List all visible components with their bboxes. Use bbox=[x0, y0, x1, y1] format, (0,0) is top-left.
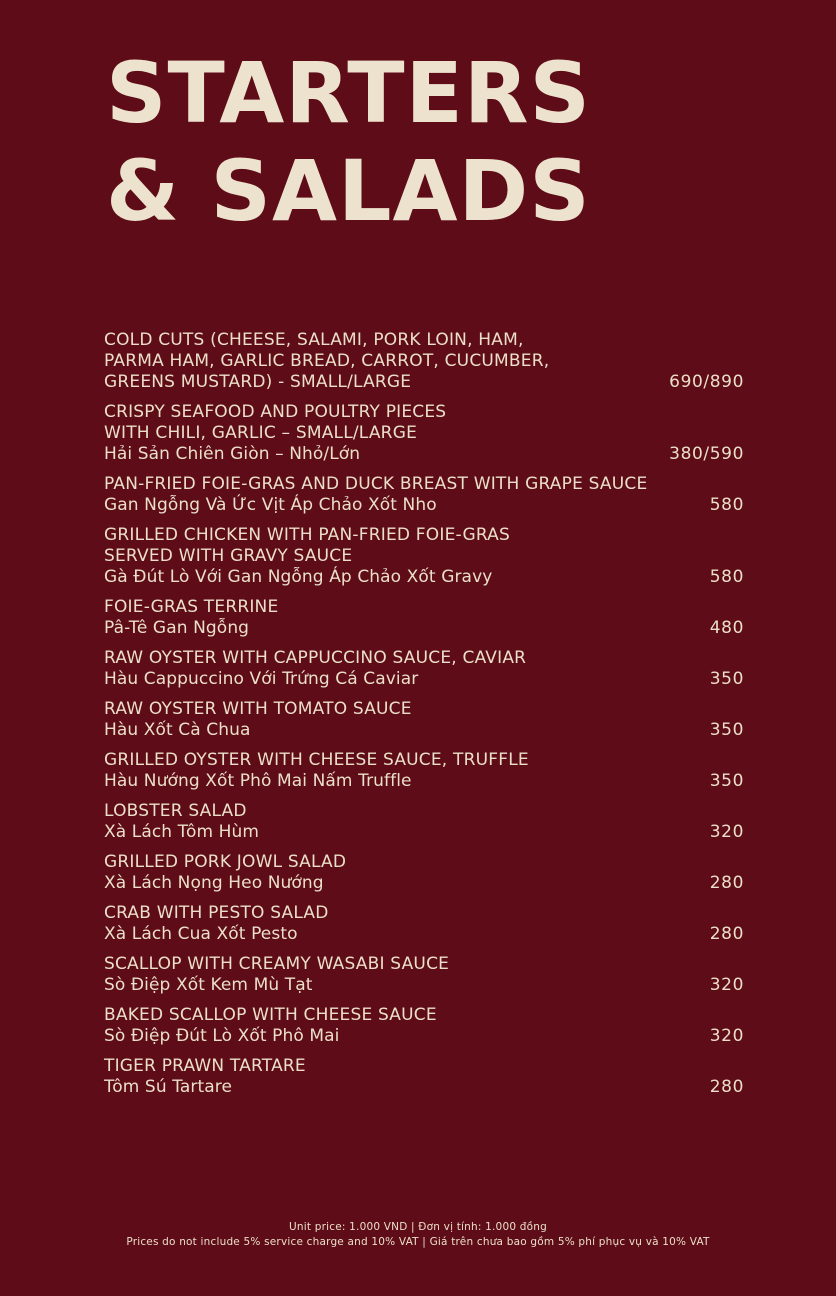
menu-item-subtitle: Sò Điệp Xốt Kem Mù Tạt bbox=[104, 975, 313, 995]
menu-item-text bbox=[104, 474, 700, 516]
menu-item bbox=[104, 1005, 744, 1047]
menu-item-name-line: RAW OYSTER WITH CAPPUCCINO SAUCE, CAVIAR bbox=[104, 648, 527, 668]
menu-item bbox=[104, 699, 744, 741]
menu-item-subtitle: Xà Lách Tôm Hùm bbox=[104, 822, 260, 842]
menu-item-subtitle: Hàu Xốt Cà Chua bbox=[104, 720, 251, 740]
menu-item-price: 320 bbox=[709, 1026, 744, 1046]
menu-item bbox=[104, 801, 744, 843]
menu-list bbox=[104, 330, 744, 1107]
menu-item-name-line: FOIE-GRAS TERRINE bbox=[104, 597, 279, 617]
menu-item bbox=[104, 852, 744, 894]
footer bbox=[0, 1220, 836, 1249]
footer-vat-line: Prices do not include 5% service charge and 10% VAT | Giá trên chưa bao gồm 5% phí phục vụ và 10% VAT bbox=[126, 1235, 710, 1248]
menu-item-name-line: COLD CUTS (CHEESE, SALAMI, PORK LOIN, HAM, bbox=[104, 330, 524, 350]
title-line-2: & SALADS bbox=[106, 142, 591, 240]
menu-item-subtitle: Hàu Cappuccino Với Trứng Cá Caviar bbox=[104, 669, 419, 689]
menu-item-text bbox=[104, 954, 700, 996]
menu-item-text bbox=[104, 1056, 700, 1098]
menu-item-name-line: CRISPY SEAFOOD AND POULTRY PIECES bbox=[104, 402, 447, 422]
menu-item-name-line: LOBSTER SALAD bbox=[104, 801, 247, 821]
menu-item-price: 280 bbox=[709, 873, 744, 893]
menu-item-name-line: SERVED WITH GRAVY SAUCE bbox=[104, 546, 353, 566]
menu-item-price: 280 bbox=[709, 924, 744, 944]
menu-item-text bbox=[104, 852, 700, 894]
menu-item bbox=[104, 648, 744, 690]
menu-item-price: 320 bbox=[709, 975, 744, 995]
menu-item-subtitle: Tôm Sú Tartare bbox=[104, 1077, 233, 1097]
menu-item-text bbox=[104, 801, 700, 843]
menu-item-text bbox=[104, 525, 700, 588]
menu-item-name-line: PAN-FRIED FOIE-GRAS AND DUCK BREAST WITH GRAPE SAUCE bbox=[104, 474, 648, 494]
title-line-1: STARTERS bbox=[106, 44, 592, 142]
menu-item-text bbox=[104, 402, 659, 465]
menu-item-name-line: TIGER PRAWN TARTARE bbox=[104, 1056, 306, 1076]
menu-item-price: 350 bbox=[709, 669, 744, 689]
menu-item bbox=[104, 402, 744, 465]
menu-item-text bbox=[104, 330, 659, 393]
menu-item-text bbox=[104, 597, 700, 639]
menu-item-subtitle: Gan Ngỗng Và Ức Vịt Áp Chảo Xốt Nho bbox=[104, 495, 437, 515]
menu-item-subtitle: Pâ-Tê Gan Ngỗng bbox=[104, 618, 250, 638]
menu-item-name-line: PARMA HAM, GARLIC BREAD, CARROT, CUCUMBER, bbox=[104, 351, 550, 371]
menu-item bbox=[104, 474, 744, 516]
menu-item-price: 690/890 bbox=[669, 372, 744, 392]
menu-item bbox=[104, 597, 744, 639]
menu-item-price: 280 bbox=[709, 1077, 744, 1097]
menu-item-name-line: GRILLED CHICKEN WITH PAN-FRIED FOIE-GRAS bbox=[104, 525, 510, 545]
menu-item-price: 350 bbox=[709, 771, 744, 791]
menu-item-subtitle: Hải Sản Chiên Giòn – Nhỏ/Lớn bbox=[104, 444, 361, 464]
menu-item-text bbox=[104, 1005, 700, 1047]
menu-item-text bbox=[104, 750, 700, 792]
menu-item-subtitle: Hàu Nướng Xốt Phô Mai Nấm Truffle bbox=[104, 771, 412, 791]
menu-item-price: 480 bbox=[709, 618, 744, 638]
menu-item bbox=[104, 954, 744, 996]
menu-item bbox=[104, 903, 744, 945]
menu-item bbox=[104, 750, 744, 792]
menu-item-price: 380/590 bbox=[669, 444, 744, 464]
menu-item-name-line: SCALLOP WITH CREAMY WASABI SAUCE bbox=[104, 954, 450, 974]
menu-item-name-line: BAKED SCALLOP WITH CHEESE SAUCE bbox=[104, 1005, 437, 1025]
menu-item-name-line: GREENS MUSTARD) - SMALL/LARGE bbox=[104, 372, 412, 392]
menu-item-name-line: CRAB WITH PESTO SALAD bbox=[104, 903, 329, 923]
menu-item-name-line: RAW OYSTER WITH TOMATO SAUCE bbox=[104, 699, 412, 719]
footer-unit-price-line: Unit price: 1.000 VND | Đơn vị tính: 1.000 đồng bbox=[289, 1221, 547, 1233]
menu-item-price: 320 bbox=[709, 822, 744, 842]
menu-item-price: 580 bbox=[709, 567, 744, 587]
menu-item-subtitle: Sò Điệp Đút Lò Xốt Phô Mai bbox=[104, 1026, 340, 1046]
menu-item-price: 350 bbox=[709, 720, 744, 740]
menu-item-name-line: GRILLED OYSTER WITH CHEESE SAUCE, TRUFFLE bbox=[104, 750, 529, 770]
menu-item-price: 580 bbox=[709, 495, 744, 515]
menu-item bbox=[104, 1056, 744, 1098]
menu-item-text bbox=[104, 699, 700, 741]
menu-item-name-line: WITH CHILI, GARLIC – SMALL/LARGE bbox=[104, 423, 418, 443]
menu-item-text bbox=[104, 648, 700, 690]
menu-item-subtitle: Xà Lách Nọng Heo Nướng bbox=[104, 873, 324, 893]
menu-item-subtitle: Xà Lách Cua Xốt Pesto bbox=[104, 924, 298, 944]
menu-item-subtitle: Gà Đút Lò Với Gan Ngỗng Áp Chảo Xốt Gravy bbox=[104, 567, 493, 587]
menu-item bbox=[104, 525, 744, 588]
menu-item bbox=[104, 330, 744, 393]
menu-item-text bbox=[104, 903, 700, 945]
page-title bbox=[106, 44, 591, 240]
menu-item-name-line: GRILLED PORK JOWL SALAD bbox=[104, 852, 347, 872]
